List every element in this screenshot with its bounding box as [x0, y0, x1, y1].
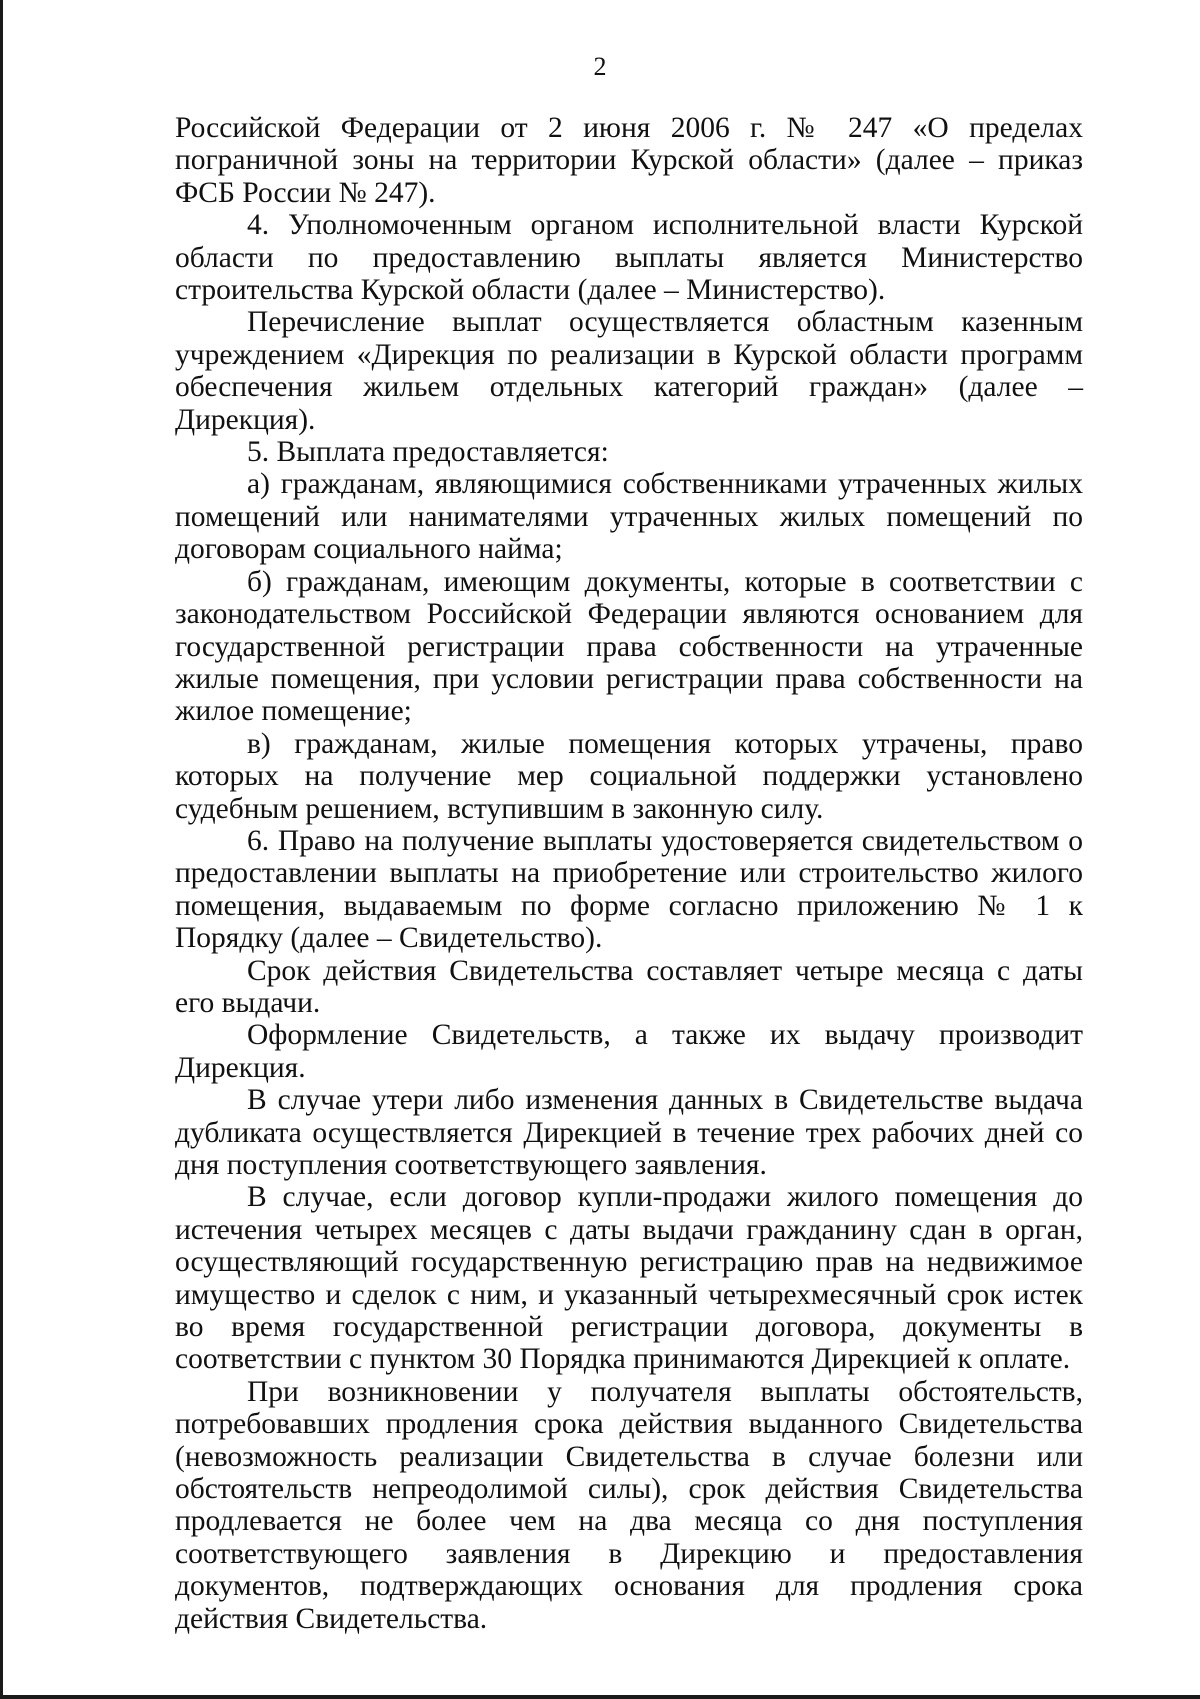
paragraph-item-6: 6. Право на получение выплаты удостоверяется свидетельством о предоставлении выплаты на приобретение или строительство жилого помещения, выдаваемым по форме согласно приложению № 1 к Порядку (далее – Свидетельство). — [175, 824, 1083, 955]
paragraph-transfer: Перечисление выплат осуществляется областным казенным учреждением «Дирекция по реализации в Курской области программ обеспечения жильем отдельных категорий граждан» (далее – Дирекция). — [175, 306, 1083, 436]
scan-edge-bottom — [0, 1695, 1200, 1699]
paragraph-continuation: Российской Федерации от 2 июня 2006 г. № 247 «О пределах пограничной зоны на территории Курской области» (далее – приказ ФСБ России № 247). — [175, 112, 1083, 209]
paragraph-item-5: 5. Выплата предоставляется: — [247, 436, 609, 469]
paragraph-item-4: 4. Уполномоченным органом исполнительной власти Курской области по предоставлению выплаты является Министерство строительства Курской области (далее – Министерство). — [175, 209, 1083, 307]
paragraph-extension: При возникновении у получателя выплаты обстоятельств, потребовавших продления срока действия выданного Свидетельства (невозможность реализации Свидетельства в случае болезни или обстоятельств непреодолимой силы), срок действия Свидетельства продлевается не более чем на два месяца со дня поступления соответствующего заявления в Дирекцию и предоставления документов, подтверждающих основания для продления срока действия Свидетельства. — [175, 1375, 1083, 1635]
paragraph-validity: Срок действия Свидетельства составляет четыре месяца с даты его выдачи. — [175, 954, 1083, 1019]
scan-edge-left — [0, 0, 3, 1699]
document-body — [175, 112, 1083, 1635]
paragraph-item-5b: б) гражданам, имеющим документы, которые в соответствии с законодательством Российской Федерации являются основанием для государственной регистрации права собственности на утраченные жилые помещения, при условии регистрации права собственности на жилое помещение; — [175, 565, 1083, 728]
paragraph-duplicate: В случае утери либо изменения данных в Свидетельстве выдача дубликата осуществляется Дирекцией в течение трех рабочих дней со дня поступления соответствующего заявления. — [175, 1084, 1083, 1181]
paragraph-contract: В случае, если договор купли-продажи жилого помещения до истечения четырех месяцев с даты выдачи гражданину сдан в орган, осуществляющий государственную регистрацию прав на недвижимое имущество и сделок с ним, и указанный четырехмесячный срок истек во время государственной регистрации договора, документы в соответствии с пунктом 30 Порядка принимаются Дирекцией к оплате. — [175, 1181, 1083, 1376]
paragraph-item-5v: в) гражданам, жилые помещения которых утрачены, право которых на получение мер социальной поддержки установлено судебным решением, вступившим в законную силу. — [175, 727, 1083, 825]
paragraph-item-5a: а) гражданам, являющимися собственниками утраченных жилых помещений или нанимателями утраченных жилых помещений по договорам социального найма; — [175, 468, 1083, 566]
page-number: 2 — [593, 52, 607, 81]
paragraph-issuance: Оформление Свидетельств, а также их выдачу производит Дирекция. — [175, 1019, 1083, 1084]
